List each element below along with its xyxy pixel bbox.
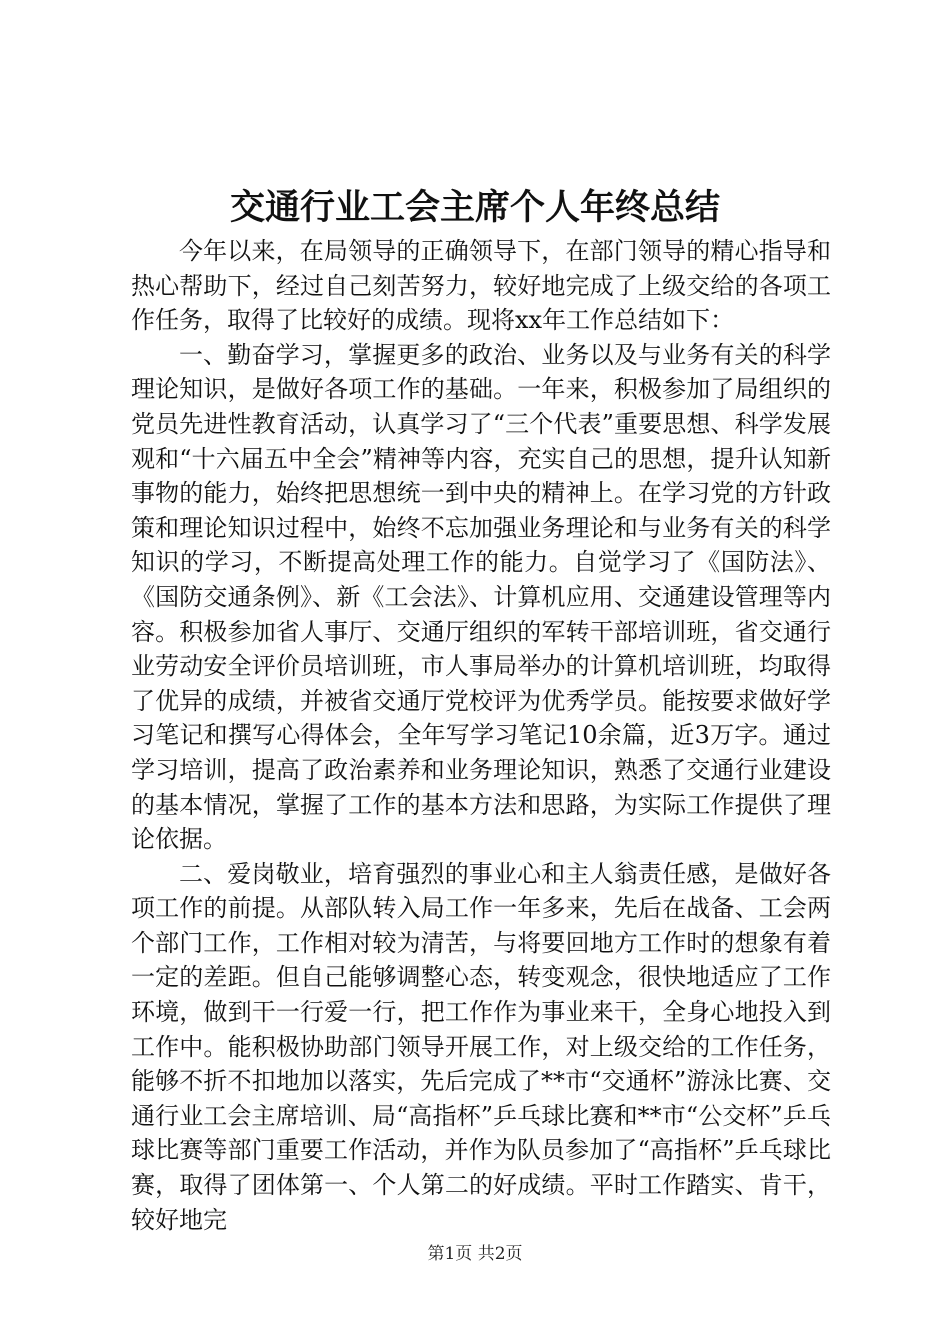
document-title: 交通行业工会主席个人年终总结 <box>229 187 720 228</box>
intro-paragraph: 今年以来，在局领导的正确领导下，在部门领导的精心指导和热心帮助下，经过自己刻苦努力，较好地完成了上级交给的各项工作任务，取得了比较好的成绩。现将xx年工作总结如下： <box>131 237 831 335</box>
section-two-paragraph: 二、爱岗敬业，培育强烈的事业心和主人翁责任感，是做好各项工作的前提。从部队转入局工作一年多来，先后在战备、工会两个部门工作，工作相对较为清苦，与将要回地方工作时的想象有着一定的差距。但自己能够调整心态，转变观念，很快地适应了工作环境，做到干一行爱一行，把工作作为事业来干，全身心地投入到工作中。能积极协助部门领导开展工作，对上级交给的工作任务，能够不折不扣地加以落实，先后完成了**市“交通杯”游泳比赛、交通行业工会主席培训、局“高指杯”乒乓球比赛和**市“公交杯”乒乓球比赛等部门重要工作活动，并作为队员参加了“高指杯”乒乓球比赛，取得了团体第一、个人第二的好成绩。平时工作踏实、肯干，较好地完 <box>131 859 831 1234</box>
page-footer: 第1页 共2页 <box>427 1244 523 1264</box>
section-one-paragraph: 一、勤奋学习，掌握更多的政治、业务以及与业务有关的科学理论知识，是做好各项工作的基础。一年来，积极参加了局组织的党员先进性教育活动，认真学习了“三个代表”重要思想、科学发展观和“十六届五中全会”精神等内容，充实自己的思想，提升认知新事物的能力，始终把思想统一到中央的精神上。在学习党的方针政策和理论知识过程中，始终不忘加强业务理论和与业务有关的科学知识的学习，不断提高处理工作的能力。自觉学习了《国防法》、《国防交通条例》、新《工会法》、计算机应用、交通建设管理等内容。积极参加省人事厅、交通厅组织的军转干部培训班，省交通行业劳动安全评价员培训班，市人事局举办的计算机培训班，均取得了优异的成绩，并被省交通厅党校评为优秀学员。能按要求做好学习笔记和撰写心得体会，全年写学习笔记10余篇，近3万字。通过学习培训，提高了政治素养和业务理论知识，熟悉了交通行业建设的基本情况，掌握了工作的基本方法和思路，为实际工作提供了理论依据。 <box>131 340 831 854</box>
document-body <box>131 234 831 1237</box>
